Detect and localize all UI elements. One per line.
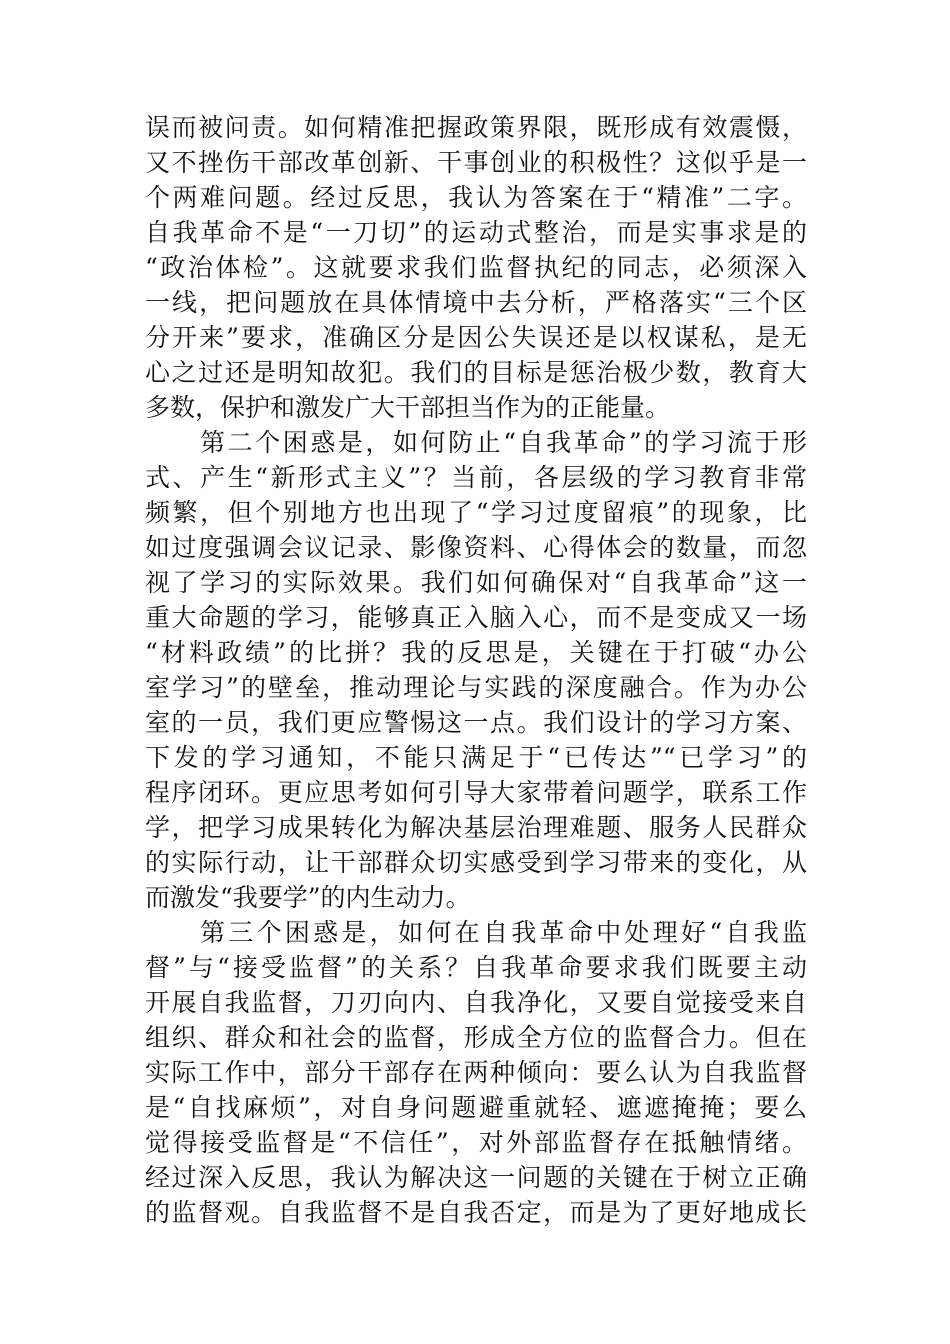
text-line: 心之过还是明知故犯。我们的目标是惩治极少数，教育大 — [145, 358, 807, 387]
text-line: 又不挫伤干部改革创新、干事创业的积极性？这似乎是一 — [145, 148, 807, 177]
text-line: 程序闭环。更应思考如何引导大家带着问题学，联系工作 — [145, 778, 807, 807]
text-line: “材料政绩”的比拼？我的反思是，关键在于打破“办公 — [145, 638, 807, 667]
text-line: 下发的学习通知，不能只满足于“已传达”“已学习”的 — [145, 743, 807, 772]
text-line: 室学习”的壁垒，推动理论与实践的深度融合。作为办公 — [145, 673, 807, 702]
text-line: “政治体检”。这就要求我们监督执纪的同志，必须深入 — [145, 253, 807, 282]
text-line: 实际工作中，部分干部存在两种倾向：要么认为自我监督 — [145, 1058, 807, 1087]
document-page — [145, 110, 807, 1230]
text-line: 个两难问题。经过反思，我认为答案在于“精准”二字。 — [145, 183, 807, 212]
text-line: 一线，把问题放在具体情境中去分析，严格落实“三个区 — [145, 288, 807, 317]
text-line: 学，把学习成果转化为解决基层治理难题、服务人民群众 — [145, 813, 807, 842]
text-line: 第二个困惑是，如何防止“自我革命”的学习流于形 — [200, 428, 807, 457]
text-line: 督”与“接受监督”的关系？自我革命要求我们既要主动 — [145, 953, 807, 982]
text-line: 组织、群众和社会的监督，形成全方位的监督合力。但在 — [145, 1023, 807, 1052]
text-line: 觉得接受监督是“不信任”，对外部监督存在抵触情绪。 — [145, 1128, 807, 1157]
text-line: 如过度强调会议记录、影像资料、心得体会的数量，而忽 — [145, 533, 807, 562]
text-line: 重大命题的学习，能够真正入脑入心，而不是变成又一场 — [145, 603, 807, 632]
text-line: 自我革命不是“一刀切”的运动式整治，而是实事求是的 — [145, 218, 807, 247]
text-line: 式、产生“新形式主义”？当前，各层级的学习教育非常 — [145, 463, 807, 492]
text-line: 是“自找麻烦”，对自身问题避重就轻、遮遮掩掩；要么 — [145, 1093, 807, 1122]
text-line: 分开来”要求，准确区分是因公失误还是以权谋私，是无 — [145, 323, 807, 352]
text-line: 误而被问责。如何精准把握政策界限，既形成有效震慑， — [145, 113, 807, 142]
text-line: 的实际行动，让干部群众切实感受到学习带来的变化，从 — [145, 848, 807, 877]
text-line: 经过深入反思，我认为解决这一问题的关键在于树立正确 — [145, 1163, 807, 1192]
text-line: 开展自我监督，刀刃向内、自我净化，又要自觉接受来自 — [145, 988, 807, 1017]
text-line: 室的一员，我们更应警惕这一点。我们设计的学习方案、 — [145, 708, 807, 737]
text-line: 第三个困惑是，如何在自我革命中处理好“自我监 — [200, 918, 807, 947]
text-line: 的监督观。自我监督不是自我否定，而是为了更好地成长 — [145, 1198, 807, 1227]
text-line: 频繁，但个别地方也出现了“学习过度留痕”的现象，比 — [145, 498, 807, 527]
text-line: 多数，保护和激发广大干部担当作为的正能量。 — [145, 393, 671, 422]
text-line: 而激发“我要学”的内生动力。 — [145, 883, 471, 912]
text-line: 视了学习的实际效果。我们如何确保对“自我革命”这一 — [145, 568, 807, 597]
